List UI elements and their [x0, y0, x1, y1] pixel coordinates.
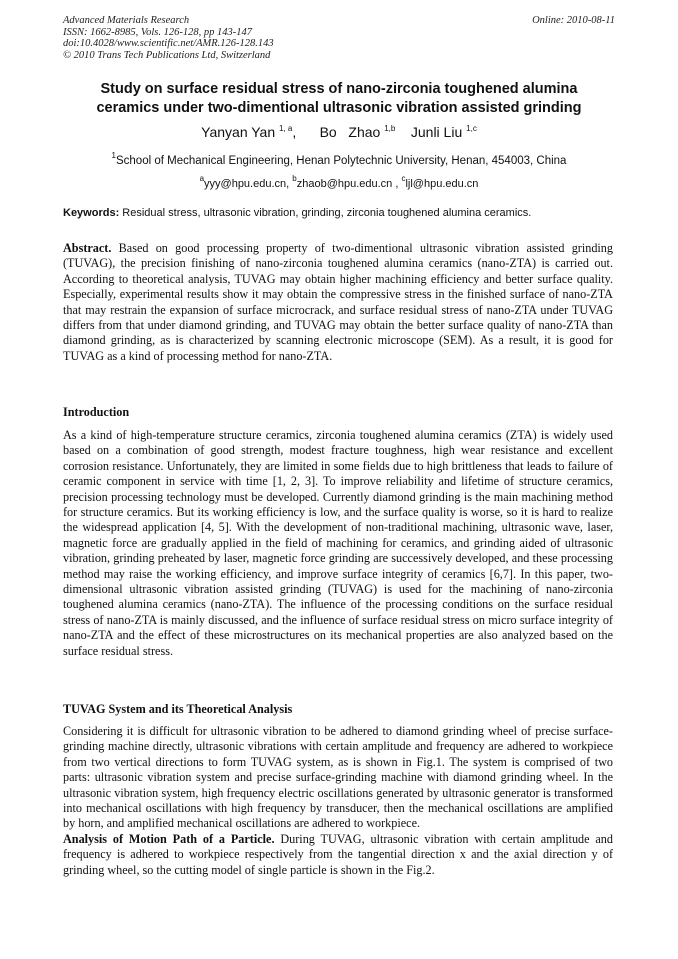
author-affiliation-mark: 1,b	[384, 124, 396, 133]
email-link[interactable]: ljl@hpu.edu.cn	[405, 178, 479, 190]
title-line-2: ceramics under two-dimentional ultrasonic vibration assisted grinding	[96, 100, 582, 116]
email-mark: c	[401, 174, 406, 183]
keywords	[63, 207, 615, 219]
keywords-text: Residual stress, ultrasonic vibration, grinding, zirconia toughened alumina ceramics.	[119, 207, 532, 219]
paper-title	[30, 80, 648, 118]
keywords-label: Keywords:	[63, 207, 120, 219]
affiliation	[0, 151, 678, 167]
motion-path-label: Analysis of Motion Path of a Particle.	[63, 831, 275, 846]
author-list: Yanyan Yan $^{1, a}$, Bo Zhao $^{1,b}$ Junli Liu $^{1,c}$	[201, 124, 477, 140]
tuvag-paragraph: Considering it is difficult for ultrasonic vibration to be adhered to diamond grinding wheel of precise surface-grinding machine directly, ultrasonic vibrations with certain amplitude and frequency are adhered to workpiece from two vertical directions to form TUVAG system, as is shown in Fig.1. The system is comprised of two parts: ultrasonic vibration system and precise surface-grinding machine with diamond grinding wheel. In the ultrasonic vibration system, high frequency electric oscillations generated by ultrasonic generator is transformed into mechanical oscillations with high frequency by transducer, then the mechanical oscillations are amplified by horn, and amplified mechanical oscillations are adhered to workpiece.	[63, 724, 613, 831]
issn: ISSN: 1662-8985, Vols. 126-128, pp 143-147	[63, 26, 252, 38]
journal-name: Advanced Materials Research	[63, 15, 190, 26]
tuvag-body	[63, 724, 613, 878]
copyright: © 2010 Trans Tech Publications Ltd, Switzerland	[63, 49, 271, 61]
section-heading-tuvag: TUVAG System and its Theoretical Analysis	[63, 702, 293, 716]
online-date: Online: 2010-08-11	[532, 15, 615, 26]
email-link[interactable]: yyy@hpu.edu.cn,	[204, 178, 290, 190]
section-heading-introduction: Introduction	[63, 405, 130, 419]
journal-header	[63, 15, 274, 61]
motion-path-text: During TUVAG, ultrasonic vibration with certain amplitude and frequency is adhered to workpiece respectively from the tangential direction x and the axial direction y of grinding wheel, so the cutting model of single particle is shown in the Fig.2.	[63, 831, 613, 877]
author-affiliation-mark: 1,c	[466, 124, 477, 133]
affiliation-text: School of Mechanical Engineering, Henan Polytechnic University, Henan, 454003, China	[115, 155, 567, 167]
doi: doi:10.4028/www.scientific.net/AMR.126-128.143	[63, 38, 274, 49]
author-affiliation-mark: 1, a	[279, 124, 293, 133]
affiliation-mark: 1	[111, 151, 116, 160]
abstract-label: Abstract.	[63, 241, 112, 255]
introduction-paragraph: As a kind of high-temperature structure ceramics, zirconia toughened alumina ceramics (ZTA) is widely used based on a combination of good strength, modest fracture toughness, high wear resistance and excellent corrosion resistance. Unfortunately, they are limited in some fields due to high brittleness that leads to failure of ceramic component in service with time [1, 2, 3]. To improve reliability and lifetime of structure ceramics, precision processing technology must be developed. Currently diamond grinding is the main machining method for structure ceramics. But its working efficiency is low, and the surface quality is worse, so it is hard to realize the widespread application [4, 5]. With the development of non-traditional machining, ultrasonic wave, laser, magnetic force are gradually applied in the field of machining for ceramics, and grinding aided of ultrasonic vibration, grinding preheated by laser, magnetic force grinding are successively developed, and these processing method may raise the working efficiency, and improve surface integrity of ceramics [6,7]. In this paper, two-dimensional ultrasonic vibration assisted grinding (TUVAG) is used for the machining of nano-zirconia toughened alumina ceramics (nano-ZTA). The influence of the processing conditions on the surface residual stress of nano-ZTA is mainly discussed, and the influence of surface residual stress on micro surface integrity of nano-ZTA and the effect of these microstructures on its mechanical properties are also analyzed based on the surface residual stress.	[63, 428, 613, 658]
author-name: Bo Zhao	[319, 124, 381, 140]
email-link[interactable]: zhaob@hpu.edu.cn ,	[296, 178, 399, 190]
email-list	[0, 174, 678, 190]
author-name: Yanyan Yan	[201, 124, 276, 140]
author-name: Junli Liu	[410, 124, 463, 140]
abstract-text: Based on good processing property of two-dimentional ultrasonic vibration assisted grinding (TUVAG), the precision finishing of nano-zirconia toughened alumina ceramics (nano-ZTA) is carried out. According to theoretical analysis, TUVAG may obtain higher machining efficiency and better surface quality. Especially, experimental results show it may obtain the compressive stress in the finished surface of nano-ZTA that may restrain the expansion of surface microcrack, and surface residual stress of nano-ZTA under TUVAG differs from that under diamond grinding, and TUVAG may obtain the better surface quality of nano-ZTA than diamond grinding, as is characterized by scanning electronic microscope (SEM). As a result, it is good for TUVAG as a kind of processing method for nano-ZTA.	[63, 241, 613, 363]
abstract	[63, 241, 613, 364]
email-mark: a	[199, 174, 205, 183]
introduction-body	[63, 428, 613, 659]
title-line-1: Study on surface residual stress of nano-zirconia toughened alumina	[100, 81, 578, 97]
motion-path-paragraph	[63, 832, 613, 878]
email-mark: b	[292, 174, 297, 183]
